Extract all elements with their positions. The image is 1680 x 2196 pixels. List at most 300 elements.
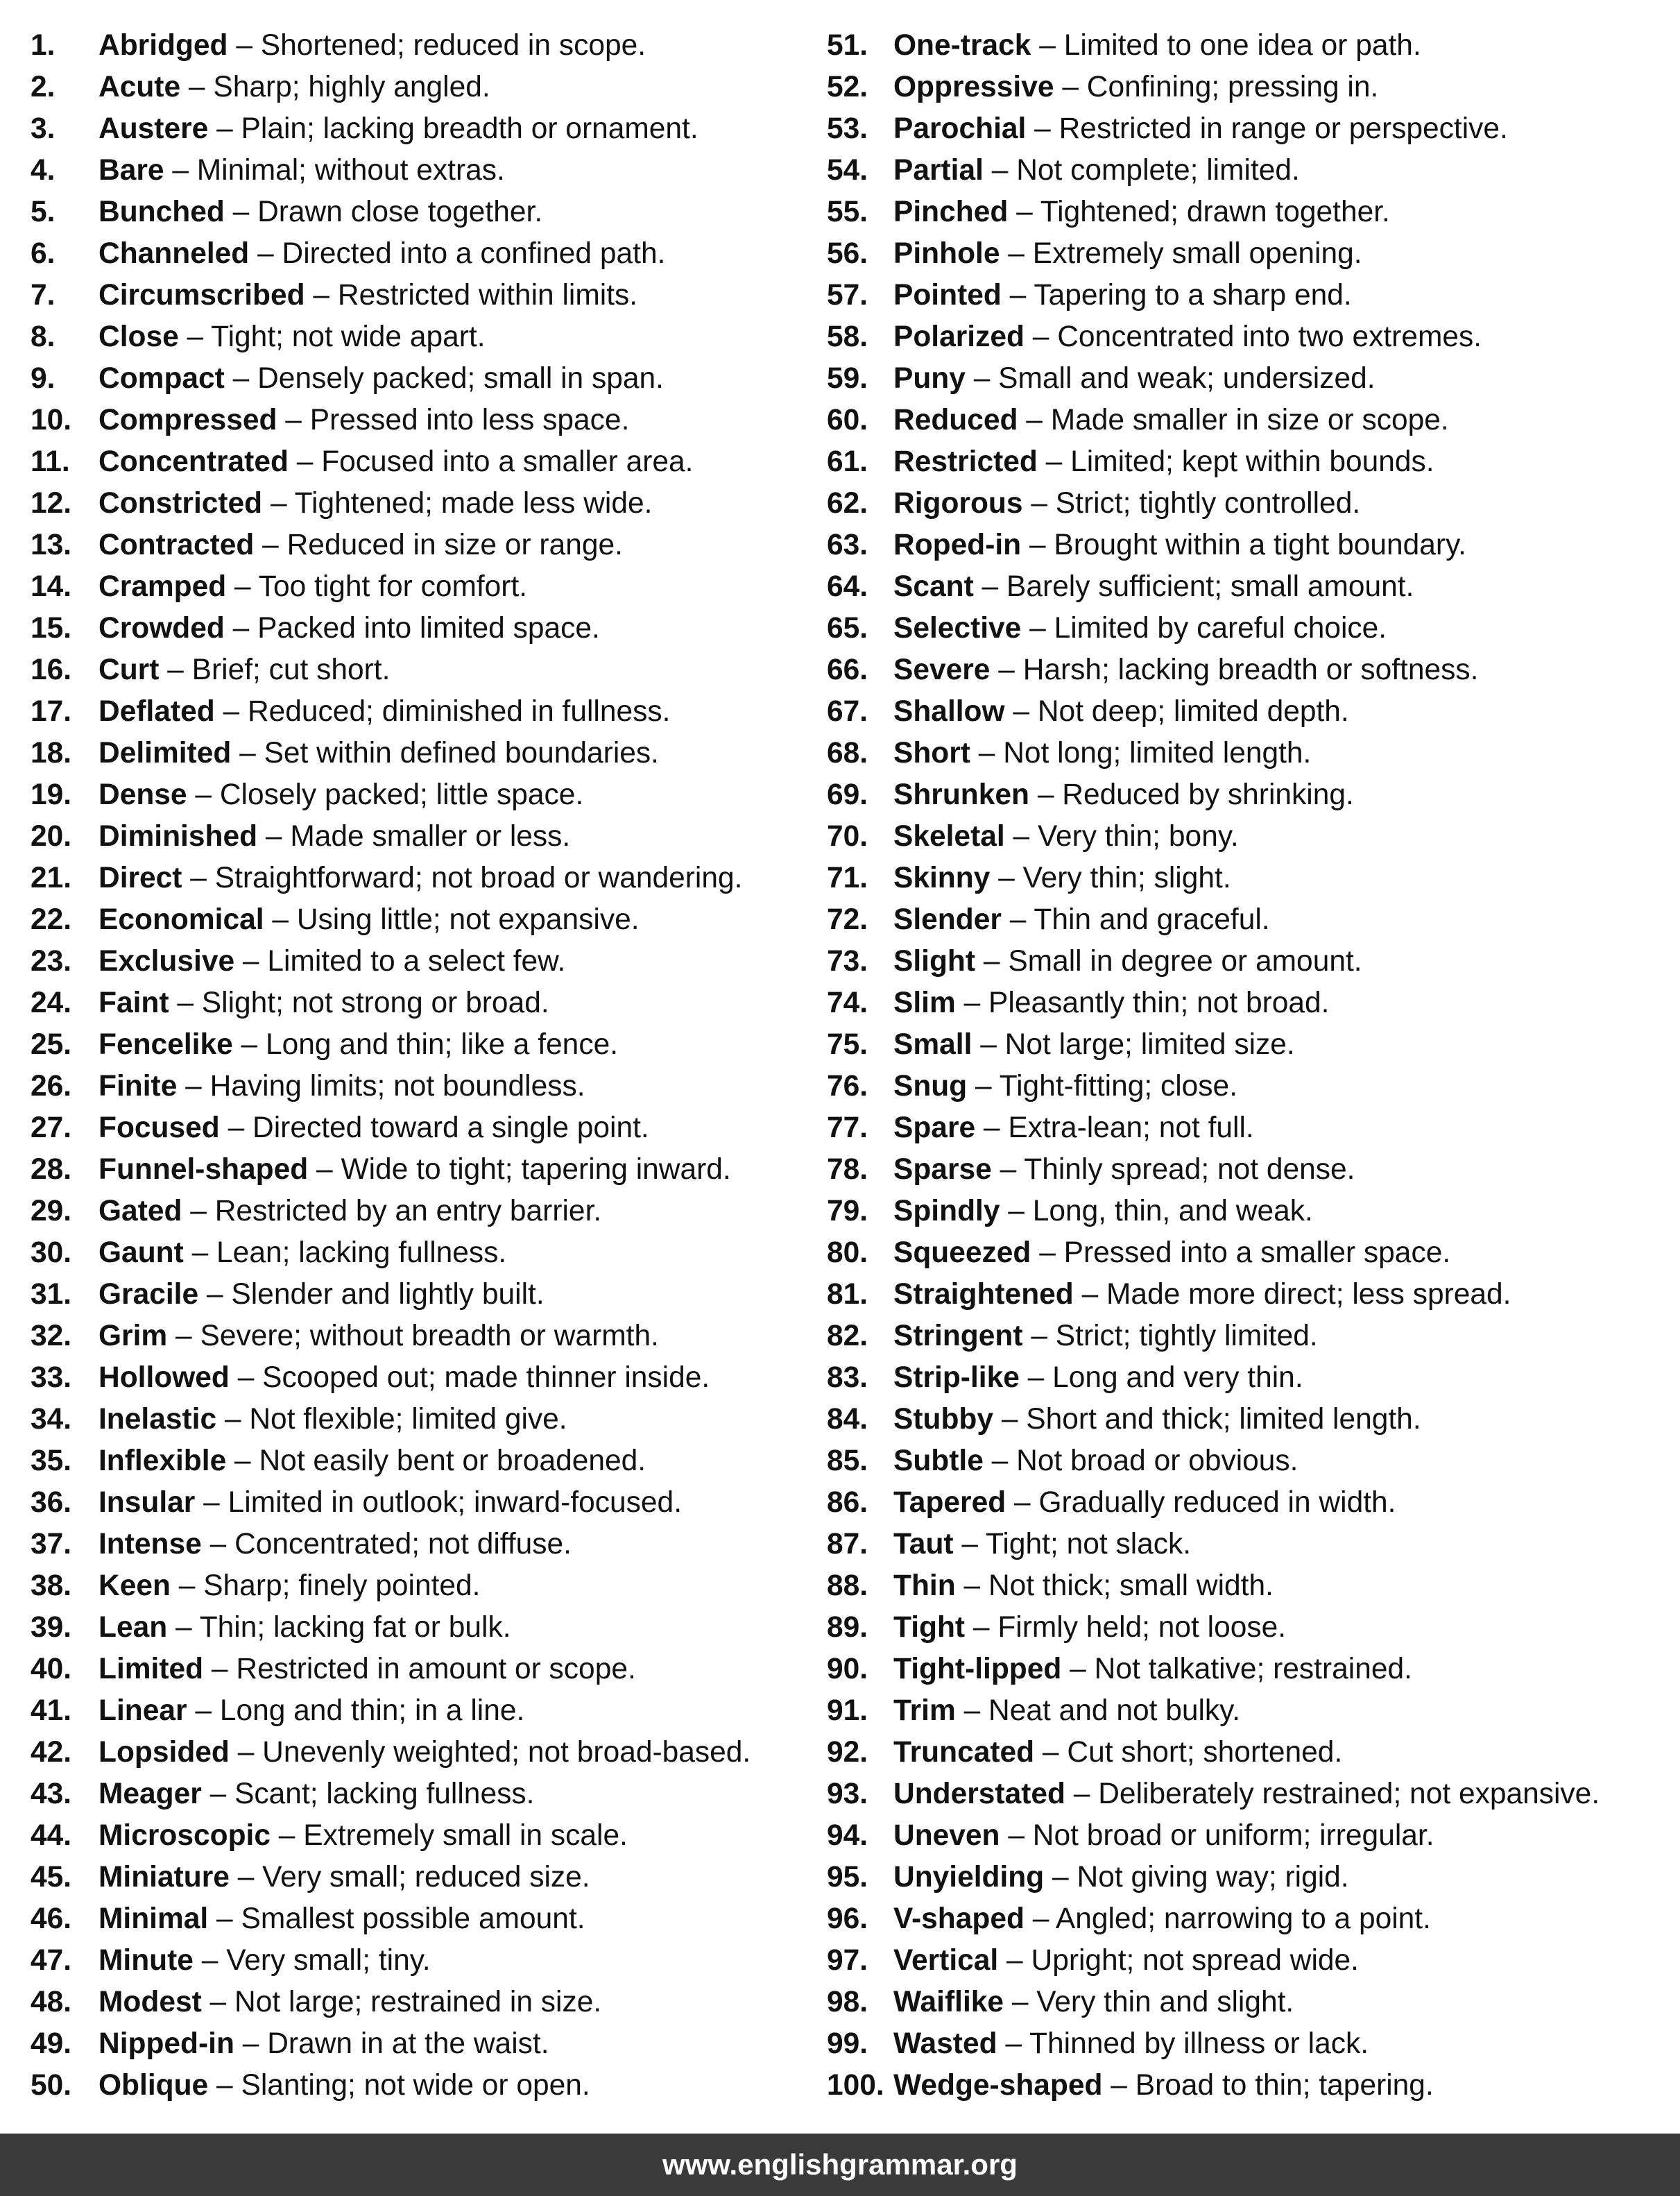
list-item bbox=[827, 1024, 1673, 1066]
item-separator: – bbox=[288, 445, 322, 478]
item-definition: Small and weak; undersized. bbox=[998, 362, 1375, 395]
item-number: 2. bbox=[31, 71, 55, 103]
item-word: Stringent bbox=[893, 1320, 1023, 1352]
item-separator: – bbox=[254, 529, 287, 561]
item-separator: – bbox=[965, 362, 999, 395]
item-word: Reduced bbox=[893, 404, 1018, 436]
item-number: 98. bbox=[827, 1986, 868, 2018]
item-separator: – bbox=[1061, 1653, 1095, 1685]
item-number: 22. bbox=[31, 903, 72, 936]
item-separator: – bbox=[195, 1486, 228, 1519]
list-item bbox=[827, 25, 1673, 67]
list-item bbox=[827, 233, 1673, 275]
item-number: 9. bbox=[31, 362, 55, 395]
list-item bbox=[827, 1982, 1673, 2023]
item-number: 70. bbox=[827, 820, 868, 853]
list-item bbox=[31, 1482, 828, 1524]
item-number: 59. bbox=[827, 362, 868, 395]
item-text bbox=[893, 1565, 1274, 1607]
list-item bbox=[827, 1191, 1673, 1232]
item-number: 57. bbox=[827, 279, 868, 312]
item-text bbox=[893, 150, 1300, 191]
item-definition: Densely packed; small in span. bbox=[257, 362, 664, 395]
item-number: 69. bbox=[827, 778, 868, 811]
item-definition: Not deep; limited depth. bbox=[1037, 695, 1349, 728]
item-text bbox=[893, 233, 1362, 275]
item-number: 4. bbox=[31, 154, 55, 187]
item-definition: Unevenly weighted; not broad-based. bbox=[262, 1736, 751, 1769]
item-number: 49. bbox=[31, 2027, 72, 2060]
item-definition: Thin and graceful. bbox=[1034, 903, 1270, 936]
item-text bbox=[893, 691, 1349, 733]
item-separator: – bbox=[229, 1736, 263, 1769]
item-separator: – bbox=[975, 1112, 1009, 1144]
item-definition: Slight; not strong or broad. bbox=[201, 987, 549, 1019]
item-text bbox=[98, 1232, 506, 1274]
item-text bbox=[98, 1149, 731, 1191]
item-separator: – bbox=[1000, 237, 1033, 270]
item-definition: Angled; narrowing to a point. bbox=[1055, 1903, 1431, 1935]
item-separator: – bbox=[193, 1944, 227, 1977]
item-definition: Brief; cut short. bbox=[191, 654, 391, 686]
item-word: Hollowed bbox=[98, 1361, 230, 1394]
item-text bbox=[98, 316, 486, 358]
item-number: 92. bbox=[827, 1736, 868, 1769]
list-item bbox=[827, 275, 1673, 316]
item-definition: Strict; tightly limited. bbox=[1055, 1320, 1318, 1352]
item-definition: Small in degree or amount. bbox=[1008, 945, 1362, 978]
item-number: 68. bbox=[827, 737, 868, 769]
list-item bbox=[31, 1732, 828, 1773]
item-definition: Harsh; lacking breadth or softness. bbox=[1022, 654, 1479, 686]
item-word: Bare bbox=[98, 154, 164, 187]
item-definition: Pressed into a smaller space. bbox=[1063, 1236, 1451, 1269]
list-item bbox=[31, 275, 828, 316]
item-separator: – bbox=[1102, 2069, 1135, 2102]
item-definition: Smallest possible amount. bbox=[241, 1903, 585, 1935]
list-item bbox=[827, 1649, 1673, 1690]
item-number: 44. bbox=[31, 1819, 72, 1852]
item-definition: Sharp; highly angled. bbox=[213, 71, 490, 103]
item-text bbox=[893, 108, 1508, 150]
item-word: Microscopic bbox=[98, 1819, 271, 1852]
item-separator: – bbox=[203, 1653, 237, 1685]
right-column bbox=[827, 25, 1673, 2106]
list-item bbox=[31, 2065, 828, 2106]
list-item bbox=[31, 1024, 828, 1066]
item-definition: Restricted by an entry barrier. bbox=[214, 1195, 602, 1227]
item-text bbox=[98, 1357, 710, 1399]
item-separator: – bbox=[182, 862, 215, 894]
item-definition: Limited to a select few. bbox=[267, 945, 566, 978]
item-separator: – bbox=[1024, 1903, 1056, 1935]
item-word: Tight-lipped bbox=[893, 1653, 1062, 1685]
item-word: Spare bbox=[893, 1112, 976, 1144]
item-word: Focused bbox=[98, 1112, 220, 1144]
item-text bbox=[893, 1815, 1434, 1857]
item-number: 64. bbox=[827, 570, 868, 603]
item-separator: – bbox=[224, 612, 258, 645]
list-item bbox=[31, 108, 828, 150]
item-definition: Tapering to a sharp end. bbox=[1034, 279, 1352, 312]
item-word: Limited bbox=[98, 1653, 204, 1685]
item-number: 8. bbox=[31, 321, 55, 353]
item-number: 15. bbox=[31, 612, 72, 645]
item-separator: – bbox=[201, 1778, 235, 1810]
list-item bbox=[827, 108, 1673, 150]
item-definition: Confining; pressing in. bbox=[1086, 71, 1379, 103]
item-word: Polarized bbox=[893, 321, 1025, 353]
item-definition: Made smaller in size or scope. bbox=[1050, 404, 1449, 436]
item-word: Short bbox=[893, 737, 970, 769]
item-text bbox=[893, 1482, 1396, 1524]
list-item bbox=[31, 1357, 828, 1399]
item-text bbox=[893, 1232, 1450, 1274]
item-definition: Tightened; made less wide. bbox=[294, 487, 653, 520]
list-item bbox=[31, 1607, 828, 1649]
item-text bbox=[893, 899, 1270, 941]
item-text bbox=[893, 1857, 1349, 1898]
list-item bbox=[827, 649, 1673, 691]
item-number: 47. bbox=[31, 1944, 72, 1977]
item-separator: – bbox=[1034, 1736, 1068, 1769]
item-text bbox=[98, 483, 652, 525]
item-number: 62. bbox=[827, 487, 868, 520]
item-definition: Extra-lean; not full. bbox=[1008, 1112, 1254, 1144]
item-definition: Reduced by shrinking. bbox=[1062, 778, 1354, 811]
item-word: Finite bbox=[98, 1070, 178, 1103]
list-item bbox=[827, 1066, 1673, 1107]
list-item bbox=[827, 1690, 1673, 1732]
item-definition: Tightened; drawn together. bbox=[1040, 196, 1390, 228]
item-text bbox=[893, 1274, 1511, 1316]
list-item bbox=[827, 400, 1673, 441]
list-item bbox=[827, 941, 1673, 982]
item-text bbox=[893, 1773, 1600, 1815]
item-word: Fencelike bbox=[98, 1028, 233, 1061]
item-word: Circumscribed bbox=[98, 279, 305, 312]
item-text bbox=[893, 525, 1466, 566]
item-number: 28. bbox=[31, 1153, 72, 1186]
item-number: 86. bbox=[827, 1486, 868, 1519]
item-number: 13. bbox=[31, 529, 72, 561]
item-word: Slim bbox=[893, 987, 956, 1019]
item-text bbox=[98, 1399, 567, 1440]
item-separator: – bbox=[1022, 487, 1056, 520]
item-word: Faint bbox=[98, 987, 169, 1019]
item-number: 96. bbox=[827, 1903, 868, 1935]
item-text bbox=[98, 1815, 628, 1857]
item-number: 58. bbox=[827, 321, 868, 353]
item-separator: – bbox=[1021, 529, 1054, 561]
item-text bbox=[893, 649, 1478, 691]
item-text bbox=[893, 1690, 1240, 1732]
item-text bbox=[893, 982, 1329, 1024]
item-number: 26. bbox=[31, 1070, 72, 1103]
list-item bbox=[31, 774, 828, 816]
item-number: 10. bbox=[31, 404, 72, 436]
item-separator: – bbox=[1031, 1236, 1064, 1269]
item-definition: Very thin and slight. bbox=[1036, 1986, 1294, 2018]
item-word: Straightened bbox=[893, 1278, 1074, 1311]
item-word: Truncated bbox=[893, 1736, 1035, 1769]
item-definition: Tight; not slack. bbox=[986, 1528, 1192, 1560]
list-item bbox=[827, 1732, 1673, 1773]
list-item bbox=[827, 1357, 1673, 1399]
item-text bbox=[893, 774, 1354, 816]
item-text bbox=[893, 1524, 1191, 1565]
item-text bbox=[893, 1440, 1298, 1482]
list-item bbox=[31, 1690, 828, 1732]
item-definition: Concentrated; not diffuse. bbox=[234, 1528, 572, 1560]
item-number: 46. bbox=[31, 1903, 72, 1935]
item-separator: – bbox=[208, 1903, 241, 1935]
item-number: 91. bbox=[827, 1694, 868, 1727]
item-text bbox=[98, 1274, 545, 1316]
item-separator: – bbox=[219, 1112, 253, 1144]
item-word: Keen bbox=[98, 1569, 171, 1602]
item-definition: Very thin; slight. bbox=[1022, 862, 1231, 894]
item-number: 85. bbox=[827, 1445, 868, 1477]
item-separator: – bbox=[232, 1028, 266, 1061]
item-word: Wedge-shaped bbox=[893, 2069, 1103, 2102]
item-separator: – bbox=[277, 404, 310, 436]
item-text bbox=[98, 816, 570, 858]
item-word: Slender bbox=[893, 903, 1002, 936]
item-text bbox=[98, 1066, 585, 1107]
item-separator: – bbox=[249, 237, 282, 270]
list-item bbox=[827, 1940, 1673, 1982]
list-item bbox=[827, 2023, 1673, 2065]
item-word: Lopsided bbox=[98, 1736, 230, 1769]
item-separator: – bbox=[226, 570, 259, 603]
list-item bbox=[31, 1274, 828, 1316]
item-separator: – bbox=[1029, 778, 1063, 811]
item-number: 89. bbox=[827, 1611, 868, 1644]
list-item bbox=[31, 1399, 828, 1440]
item-number: 99. bbox=[827, 2027, 868, 2060]
item-word: Skinny bbox=[893, 862, 991, 894]
list-item bbox=[31, 316, 828, 358]
item-separator: – bbox=[983, 1445, 1017, 1477]
item-number: 1. bbox=[31, 29, 55, 62]
item-definition: Shortened; reduced in scope. bbox=[260, 29, 646, 62]
list-item bbox=[827, 858, 1673, 899]
item-word: Minimal bbox=[98, 1903, 209, 1935]
item-word: Delimited bbox=[98, 737, 232, 769]
list-item bbox=[827, 691, 1673, 733]
item-word: Uneven bbox=[893, 1819, 1000, 1852]
item-text bbox=[893, 608, 1387, 649]
item-definition: Long and thin; like a fence. bbox=[266, 1028, 619, 1061]
item-text bbox=[98, 1482, 682, 1524]
item-separator: – bbox=[187, 1694, 220, 1727]
item-definition: Firmly held; not loose. bbox=[997, 1611, 1287, 1644]
item-definition: Cut short; shortened. bbox=[1067, 1736, 1343, 1769]
item-number: 42. bbox=[31, 1736, 72, 1769]
item-separator: – bbox=[1073, 1278, 1107, 1311]
item-number: 75. bbox=[827, 1028, 868, 1061]
item-text bbox=[98, 566, 527, 608]
item-separator: – bbox=[1019, 1361, 1053, 1394]
item-number: 83. bbox=[827, 1361, 868, 1394]
item-word: Economical bbox=[98, 903, 264, 936]
item-separator: – bbox=[975, 945, 1009, 978]
item-text bbox=[893, 1191, 1313, 1232]
item-text bbox=[98, 1690, 524, 1732]
item-separator: – bbox=[271, 1819, 304, 1852]
item-number: 6. bbox=[31, 237, 55, 270]
item-number: 19. bbox=[31, 778, 72, 811]
list-item bbox=[31, 1191, 828, 1232]
item-number: 78. bbox=[827, 1153, 868, 1186]
item-text bbox=[893, 358, 1375, 400]
item-definition: Not talkative; restrained. bbox=[1094, 1653, 1412, 1685]
item-definition: Tight; not wide apart. bbox=[211, 321, 486, 353]
item-definition: Wide to tight; tapering inward. bbox=[341, 1153, 731, 1186]
item-word: Vertical bbox=[893, 1944, 999, 1977]
item-definition: Long, thin, and weak. bbox=[1032, 1195, 1313, 1227]
item-number: 73. bbox=[827, 945, 868, 978]
item-definition: Extremely small in scale. bbox=[303, 1819, 628, 1852]
list-item bbox=[827, 1399, 1673, 1440]
item-number: 45. bbox=[31, 1861, 72, 1893]
list-item bbox=[31, 1857, 828, 1898]
item-text bbox=[98, 1857, 590, 1898]
item-number: 81. bbox=[827, 1278, 868, 1311]
item-text bbox=[98, 400, 629, 441]
item-number: 20. bbox=[31, 820, 72, 853]
item-definition: Limited to one idea or path. bbox=[1063, 29, 1421, 62]
item-word: Gaunt bbox=[98, 1236, 184, 1269]
item-word: Puny bbox=[893, 362, 966, 395]
item-word: Compressed bbox=[98, 404, 277, 436]
item-separator: – bbox=[264, 903, 297, 936]
item-definition: Not flexible; limited give. bbox=[249, 1403, 567, 1436]
item-word: Modest bbox=[98, 1986, 202, 2018]
item-definition: Concentrated into two extremes. bbox=[1057, 321, 1482, 353]
item-number: 11. bbox=[31, 445, 70, 478]
item-definition: Reduced in size or range. bbox=[286, 529, 623, 561]
item-definition: Directed toward a single point. bbox=[252, 1112, 649, 1144]
item-word: Curt bbox=[98, 654, 160, 686]
item-text bbox=[893, 1940, 1359, 1982]
list-item bbox=[31, 899, 828, 941]
item-definition: Made smaller or less. bbox=[290, 820, 571, 853]
item-number: 36. bbox=[31, 1486, 72, 1519]
item-word: Pinhole bbox=[893, 237, 1000, 270]
item-separator: – bbox=[991, 1153, 1025, 1186]
item-word: Oblique bbox=[98, 2069, 209, 2102]
item-number: 63. bbox=[827, 529, 868, 561]
item-definition: Limited; kept within bounds. bbox=[1070, 445, 1434, 478]
list-item bbox=[827, 1232, 1673, 1274]
item-word: Abridged bbox=[98, 29, 228, 62]
item-separator: – bbox=[1004, 1986, 1037, 2018]
item-number: 52. bbox=[827, 71, 868, 103]
item-word: Intense bbox=[98, 1528, 202, 1560]
item-word: Channeled bbox=[98, 237, 250, 270]
website-url: www.englishgrammar.org bbox=[662, 2148, 1018, 2181]
item-number: 3. bbox=[31, 112, 55, 145]
item-number: 93. bbox=[827, 1778, 868, 1810]
item-number: 38. bbox=[31, 1569, 72, 1602]
item-word: Unyielding bbox=[893, 1861, 1045, 1893]
list-item bbox=[827, 316, 1673, 358]
item-text bbox=[98, 1524, 572, 1565]
item-text bbox=[893, 1316, 1318, 1357]
item-word: Spindly bbox=[893, 1195, 1000, 1227]
item-definition: Restricted in range or perspective. bbox=[1058, 112, 1508, 145]
item-word: Parochial bbox=[893, 112, 1027, 145]
item-word: Rigorous bbox=[893, 487, 1023, 520]
item-text bbox=[98, 1898, 585, 1940]
item-separator: – bbox=[955, 1694, 989, 1727]
list-item bbox=[31, 816, 828, 858]
item-text bbox=[98, 150, 505, 191]
item-number: 33. bbox=[31, 1361, 72, 1394]
item-number: 48. bbox=[31, 1986, 72, 2018]
item-number: 41. bbox=[31, 1694, 72, 1727]
list-item bbox=[827, 982, 1673, 1024]
item-word: Pointed bbox=[893, 279, 1002, 312]
item-separator: – bbox=[182, 1195, 215, 1227]
item-text bbox=[98, 858, 742, 899]
item-text bbox=[98, 108, 698, 150]
item-number: 7. bbox=[31, 279, 55, 312]
item-separator: – bbox=[990, 654, 1023, 686]
item-text bbox=[893, 1982, 1294, 2023]
item-definition: Deliberately restrained; not expansive. bbox=[1098, 1778, 1600, 1810]
item-separator: – bbox=[226, 1445, 259, 1477]
item-word: Cramped bbox=[98, 570, 227, 603]
item-definition: Lean; lacking fullness. bbox=[216, 1236, 507, 1269]
item-word: Crowded bbox=[98, 612, 225, 645]
item-number: 79. bbox=[827, 1195, 868, 1227]
item-text bbox=[98, 774, 583, 816]
item-separator: – bbox=[262, 487, 295, 520]
item-text bbox=[98, 733, 659, 774]
item-definition: Drawn in at the waist. bbox=[267, 2027, 549, 2060]
item-number: 82. bbox=[827, 1320, 868, 1352]
item-separator: – bbox=[229, 1861, 263, 1893]
item-word: Strip-like bbox=[893, 1361, 1020, 1394]
item-text bbox=[98, 358, 664, 400]
item-word: Thin bbox=[893, 1569, 956, 1602]
item-number: 25. bbox=[31, 1028, 72, 1061]
item-separator: – bbox=[187, 778, 220, 811]
list-item bbox=[31, 1232, 828, 1274]
item-number: 65. bbox=[827, 612, 868, 645]
item-text bbox=[98, 525, 623, 566]
item-separator: – bbox=[167, 1320, 200, 1352]
list-item bbox=[31, 1898, 828, 1940]
item-number: 76. bbox=[827, 1070, 868, 1103]
list-item bbox=[31, 1107, 828, 1149]
item-separator: – bbox=[1008, 196, 1040, 228]
item-text bbox=[893, 1149, 1355, 1191]
item-text bbox=[98, 275, 637, 316]
word-list bbox=[0, 25, 1680, 2106]
item-text bbox=[98, 2065, 590, 2106]
item-number: 50. bbox=[31, 2069, 72, 2102]
item-text bbox=[98, 441, 693, 483]
item-text bbox=[98, 608, 600, 649]
item-definition: Plain; lacking breadth or ornament. bbox=[241, 112, 698, 145]
item-text bbox=[98, 1191, 601, 1232]
item-text bbox=[893, 483, 1360, 525]
item-word: Waiflike bbox=[893, 1986, 1004, 2018]
